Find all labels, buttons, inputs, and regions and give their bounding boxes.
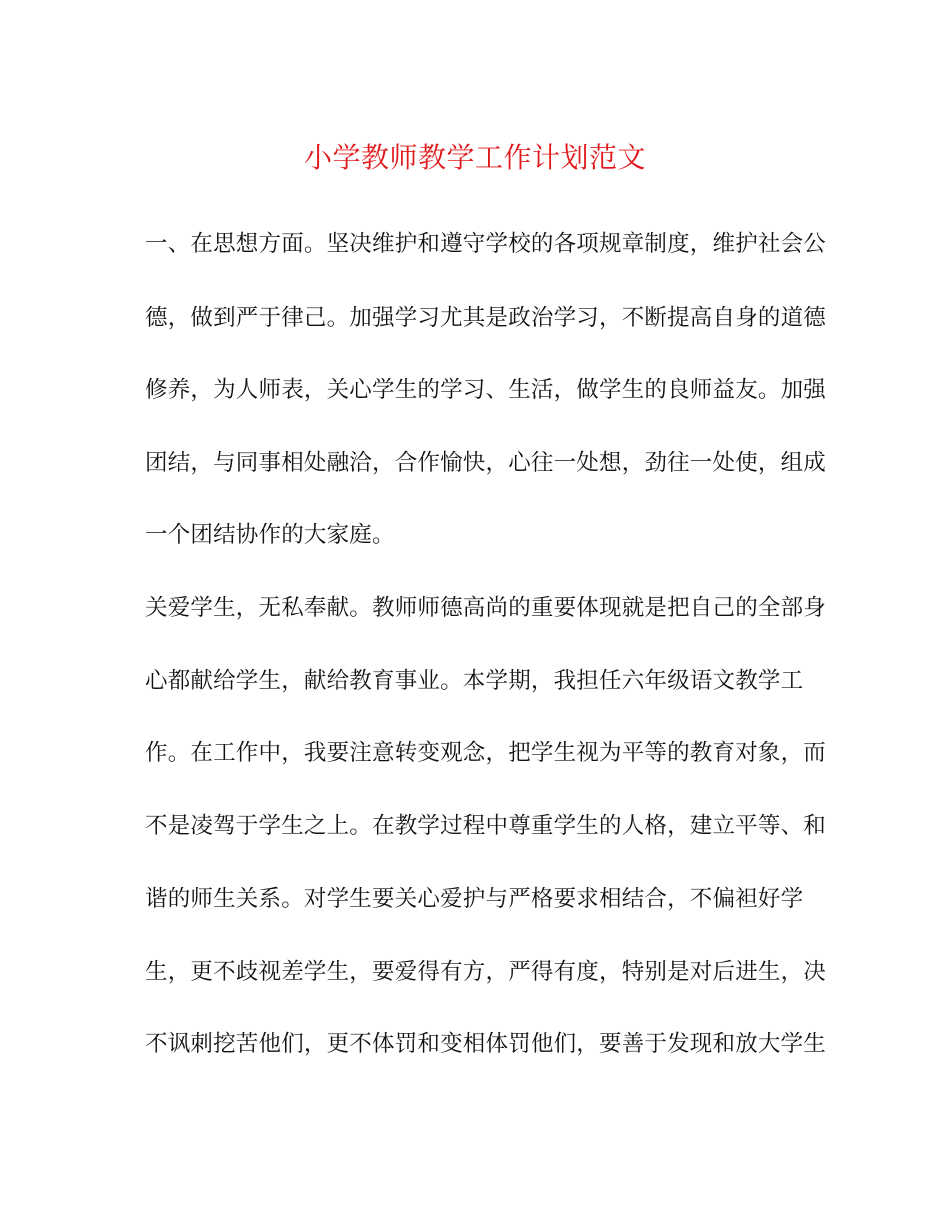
text-line-6: 关爱学生，无私奉献。教师师德高尚的重要体现就是把自己的全部身 [145,595,827,621]
text-line-5: 一个团结协作的大家庭。 [145,522,395,548]
text-line-9: 不是凌驾于学生之上。在教学过程中尊重学生的人格，建立平等、和 [145,813,827,839]
text-line-8: 作。在工作中，我要注意转变观念，把学生视为平等的教育对象，而 [145,740,827,766]
text-line-7: 心都献给学生，献给教育事业。本学期，我担任六年级语文教学工 [145,668,804,694]
document-title: 小学教师教学工作计划范文 [303,141,646,174]
text-line-4: 团结，与同事相处融洽，合作愉快，心往一处想，劲往一处使，组成 [145,450,827,476]
text-line-12: 不讽刺挖苦他们，更不体罚和变相体罚他们，要善于发现和放大学生 [145,1031,827,1057]
text-line-2: 德，做到严于律己。加强学习尤其是政治学习，不断提高自身的道德 [145,305,827,331]
text-line-3: 修养，为人师表，关心学生的学习、生活，做学生的良师益友。加强 [145,377,827,403]
text-line-11: 生，更不歧视差学生，要爱得有方，严得有度，特别是对后进生，决 [145,959,827,985]
text-line-10: 谐的师生关系。对学生要关心爱护与严格要求相结合，不偏袒好学 [145,886,804,912]
text-line-1: 一、在思想方面。坚决维护和遵守学校的各项规章制度，维护社会公 [145,231,827,257]
